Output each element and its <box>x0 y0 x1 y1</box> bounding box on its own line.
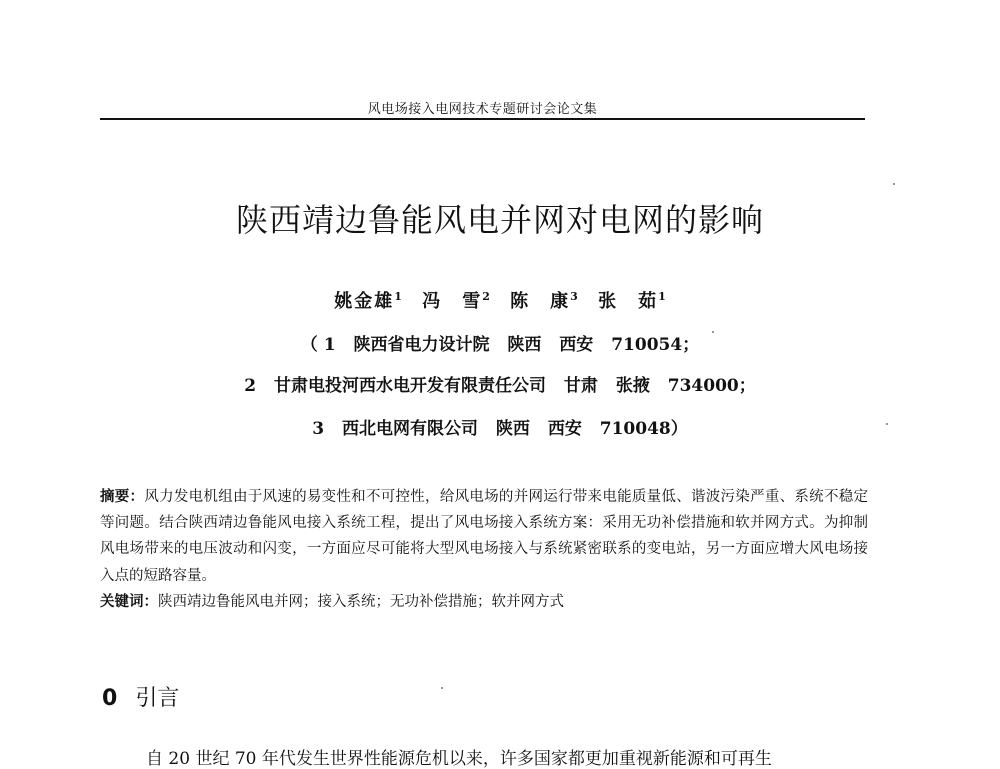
body-text-line: 自 20 世纪 70 年代发生世界性能源危机以来，许多国家都更加重视新能源和可再生 <box>146 749 772 769</box>
scan-speck <box>893 183 895 185</box>
scan-speck <box>441 687 443 689</box>
scan-speck <box>712 331 714 333</box>
section-number: 0 <box>102 686 118 711</box>
affiliation-1 <box>0 330 1000 355</box>
author <box>422 291 490 312</box>
keywords-text: 陕西靖边鲁能风电并网；接入系统；无功补偿措施；软并网方式 <box>158 593 564 610</box>
author <box>334 291 402 312</box>
author-affiliation-mark: 3 <box>570 290 578 303</box>
affiliation-prefix: （ 1 <box>300 335 336 355</box>
header-rule <box>100 118 865 120</box>
affiliation-postcode: 710048） <box>599 419 688 439</box>
affiliation-org: 甘肃电投河西水电开发有限责任公司 <box>274 376 546 396</box>
keywords-label: 关键词： <box>100 592 158 610</box>
author-name: 陈 康 <box>510 291 571 312</box>
paper-title: 陕西靖边鲁能风电并网对电网的影响 <box>235 201 764 239</box>
author-name: 张 茹 <box>598 291 659 312</box>
affiliation-city: 西安 <box>559 335 594 355</box>
keywords-paragraph <box>100 589 868 615</box>
affiliation-province: 甘肃 <box>563 376 598 396</box>
affiliation-province: 陕西 <box>495 419 530 439</box>
author-list <box>0 287 1000 313</box>
affiliation-province: 陕西 <box>507 335 542 355</box>
section-heading <box>102 681 179 712</box>
abstract-paragraph <box>100 484 868 589</box>
author-affiliation-mark: 1 <box>658 290 666 303</box>
author-affiliation-mark: 1 <box>394 290 402 303</box>
author-affiliation-mark: 2 <box>482 290 490 303</box>
affiliation-3 <box>0 414 1000 439</box>
affiliation-city: 张掖 <box>615 376 650 396</box>
running-header: 风电场接入电网技术专题研讨会论文集 <box>367 102 598 117</box>
affiliation-postcode: 710054； <box>611 335 700 355</box>
author-name: 冯 雪 <box>422 291 483 312</box>
author-name: 姚金雄 <box>334 291 395 312</box>
affiliation-prefix: 3 <box>312 419 325 439</box>
abstract-block <box>100 484 868 615</box>
affiliation-org: 陕西省电力设计院 <box>353 335 490 355</box>
abstract-label: 摘要： <box>100 488 145 505</box>
affiliation-2 <box>0 371 1000 396</box>
abstract-text: 风力发电机组由于风速的易变性和不可控性，给风电场的并网运行带来电能质量低、谐波污染严重、系统不稳定等问题。结合陕西靖边鲁能风电接入系统工程，提出了风电场接入系统方案：采用无功补偿措施和软并网方式。为抑制风电场带来的电压波动和闪变，一方面应尽可能将大型风电场接入与系统紧密联系的变电站，另一方面应增大风电场接入点的短路容量。 <box>100 489 869 584</box>
affiliation-postcode: 734000； <box>667 376 756 396</box>
scan-speck <box>886 423 888 425</box>
section-title: 引言 <box>135 686 180 711</box>
affiliation-city: 西安 <box>547 419 582 439</box>
author <box>510 291 578 312</box>
affiliation-prefix: 2 <box>244 376 257 396</box>
affiliation-org: 西北电网有限公司 <box>342 419 478 439</box>
author <box>598 291 666 312</box>
